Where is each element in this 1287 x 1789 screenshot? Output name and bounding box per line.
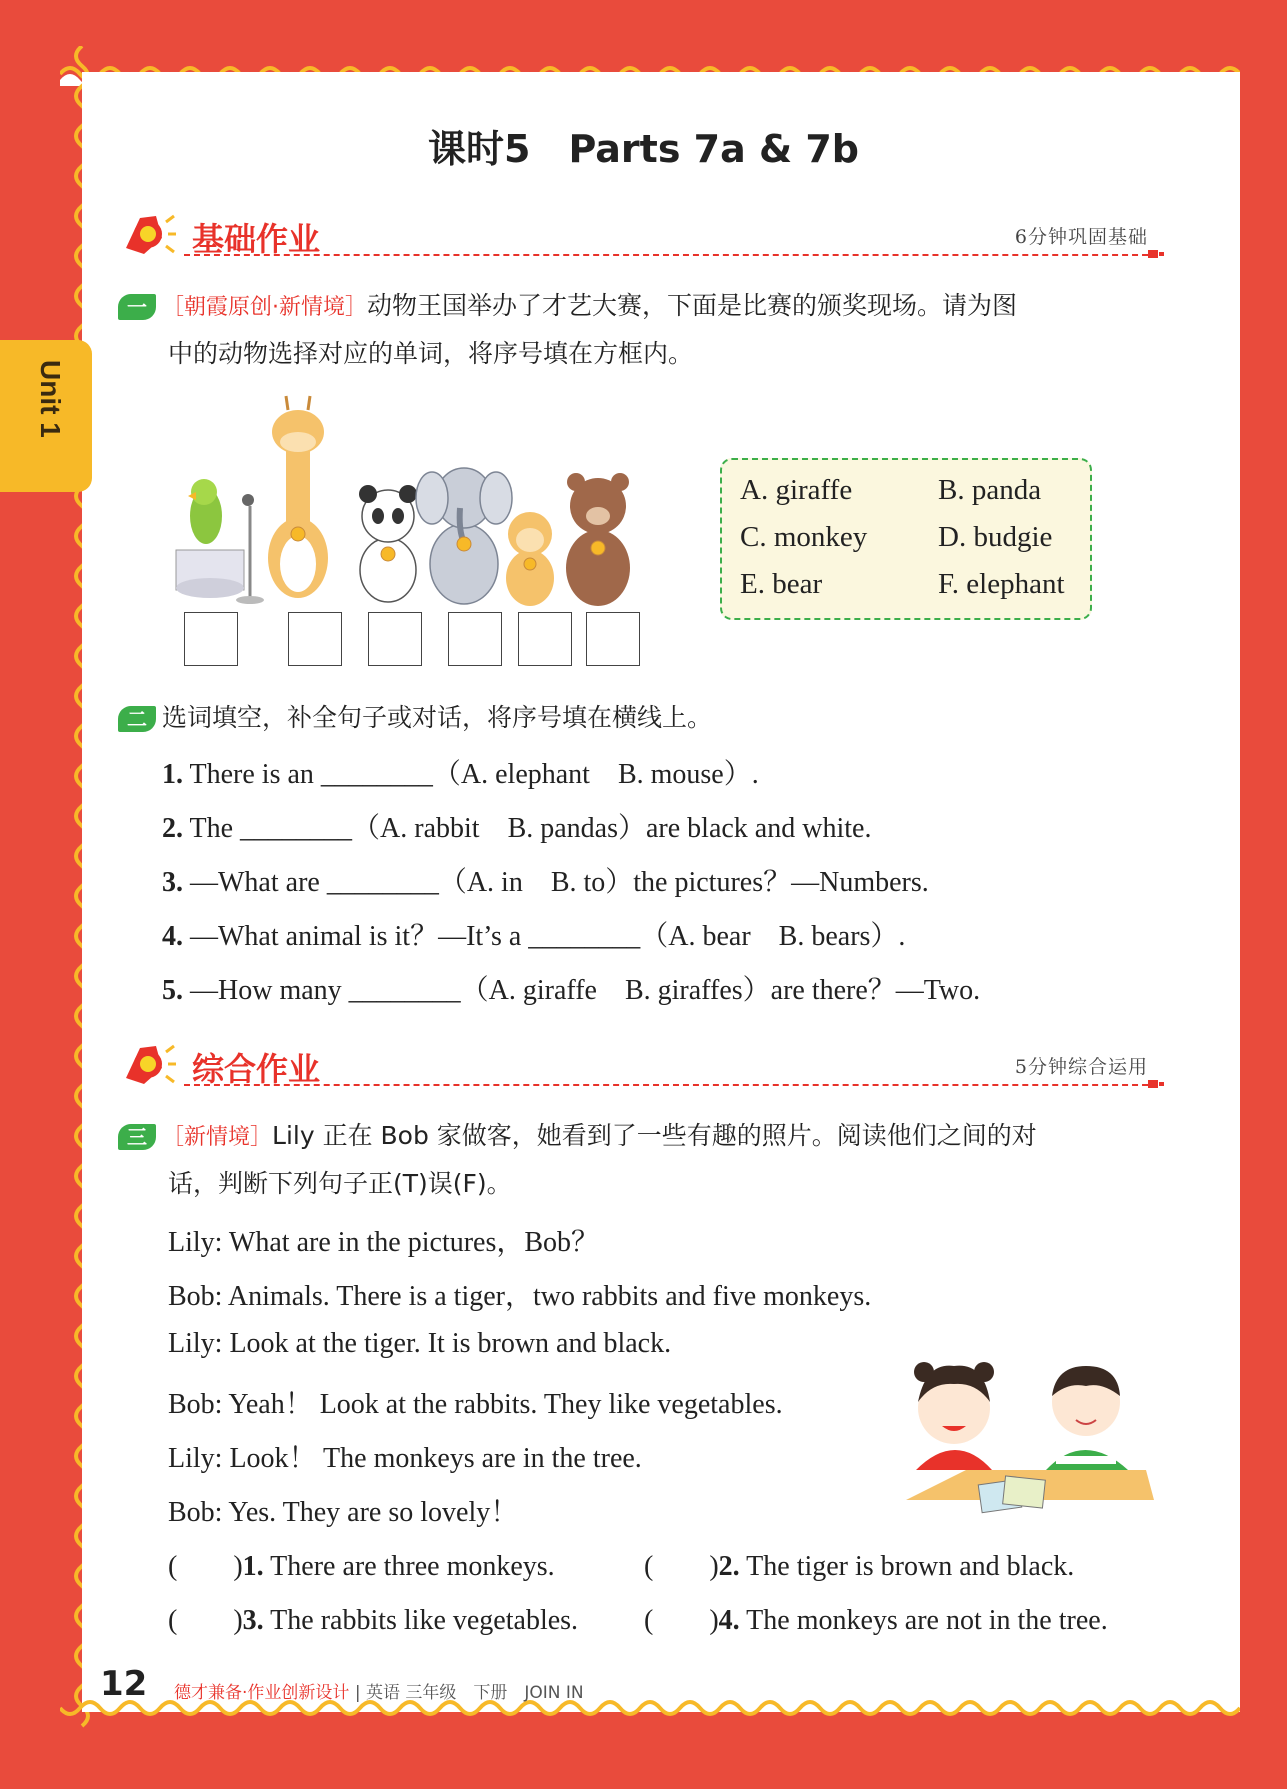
question-3-line2: 话，判断下列句子正(T)误(F)。 xyxy=(168,1169,512,1198)
question-badge: 二 xyxy=(118,706,156,732)
fill-item-5[interactable] xyxy=(162,968,980,1008)
question-source-tag: ［朝霞原创·新情境］ xyxy=(162,295,367,320)
question-2-prompt xyxy=(118,694,712,742)
statement-text: There are three monkeys. xyxy=(270,1551,555,1582)
statement-number: 4. xyxy=(718,1605,740,1636)
unit-tab-label: Unit 1 xyxy=(35,360,66,438)
footer-series-info: 德才兼备·作业创新设计 | 英语 三年级 下册 JOIN IN xyxy=(174,1683,584,1703)
question-3-prompt xyxy=(118,1112,1158,1162)
animal-award-illustration xyxy=(168,388,658,608)
lightbulb-icon xyxy=(118,1038,178,1094)
question-1-prompt xyxy=(118,282,1158,332)
footer-series-name: 德才兼备·作业创新设计 xyxy=(174,1683,350,1703)
item-text: The ________（A. rabbit B. pandas）are black and white. xyxy=(189,813,872,844)
choice-c: C. monkey xyxy=(740,521,868,553)
answer-box-giraffe[interactable] xyxy=(288,612,342,666)
section-basic-label: 基础作业 xyxy=(192,220,321,258)
section-comprehensive-label: 综合作业 xyxy=(192,1050,321,1088)
section-basic-header xyxy=(118,208,1158,268)
dashed-divider xyxy=(184,254,1158,256)
answer-box-budgie[interactable] xyxy=(184,612,238,666)
question-badge: 三 xyxy=(118,1124,156,1150)
choice-f: F. elephant xyxy=(938,568,1065,600)
unit-tab xyxy=(0,340,92,492)
question-badge: 一 xyxy=(118,294,156,320)
item-number: 1. xyxy=(162,759,183,790)
fill-item-1[interactable] xyxy=(162,752,759,792)
dialogue-line-5: Lily: Look！ The monkeys are in the tree. xyxy=(168,1443,642,1474)
tf-statement-2: ( )2. The tiger is brown and black. xyxy=(644,1551,1075,1582)
statement-number: 1. xyxy=(242,1551,264,1582)
section-comprehensive-header xyxy=(118,1038,1158,1098)
dialogue-line-2: Bob: Animals. There is a tiger，two rabbits and five monkeys. xyxy=(168,1281,872,1312)
question-source-tag: ［新情境］ xyxy=(162,1125,273,1150)
question-1-line1: 动物王国举办了才艺大赛，下面是比赛的颁奖现场。请为图 xyxy=(367,291,1018,320)
divider-end-marker xyxy=(1148,1078,1164,1090)
item-number: 4. xyxy=(162,921,183,952)
section-basic-time-hint: 6分钟巩固基础 xyxy=(1014,226,1148,248)
page-border-bottom xyxy=(60,1700,1240,1730)
answer-box-elephant[interactable] xyxy=(448,612,502,666)
statement-text: The tiger is brown and black. xyxy=(746,1551,1075,1582)
page-footer xyxy=(100,1664,584,1704)
statement-number: 3. xyxy=(242,1605,264,1636)
dialogue-line-6: Bob: Yes. They are so lovely！ xyxy=(168,1497,519,1528)
dialogue-line-1: Lily: What are in the pictures，Bob？ xyxy=(168,1227,600,1258)
lesson-title: 课时5 Parts 7a & 7b xyxy=(428,127,859,171)
statement-text: The monkeys are not in the tree. xyxy=(746,1605,1108,1636)
tf-statement-3: ( )3. The rabbits like vegetables. xyxy=(168,1605,579,1636)
footer-grade: 三年级 下册 JOIN IN xyxy=(405,1683,584,1703)
footer-subject: 英语 xyxy=(365,1683,400,1703)
item-text: —How many ________（A. giraffe B. giraffes）are there？—Two. xyxy=(190,975,981,1006)
section-comprehensive-time-hint: 5分钟综合运用 xyxy=(1014,1056,1148,1078)
question-2-instruction: 选词填空，补全句子或对话，将序号填在横线上。 xyxy=(162,703,713,732)
children-looking-at-photos-illustration xyxy=(896,1310,1158,1522)
dialogue-line-3: Lily: Look at the tiger. It is brown and black. xyxy=(168,1328,672,1359)
item-text: —What are ________（A. in B. to）the pictures？—Numbers. xyxy=(190,867,929,898)
item-text: —What animal is it？—It’s a ________（A. bear B. bears）. xyxy=(190,921,906,952)
dialogue-line-4: Bob: Yeah！ Look at the rabbits. They like vegetables. xyxy=(168,1389,783,1420)
question-3-line1: Lily 正在 Bob 家做客，她看到了一些有趣的照片。阅读他们之间的对 xyxy=(272,1121,1037,1150)
fill-item-2[interactable] xyxy=(162,806,871,846)
choice-d: D. budgie xyxy=(938,521,1053,553)
tf-statement-1: ( )1. There are three monkeys. xyxy=(168,1551,555,1582)
page-number: 12 xyxy=(100,1664,148,1704)
statement-text: The rabbits like vegetables. xyxy=(270,1605,579,1636)
question-1-line2: 中的动物选择对应的单词，将序号填在方框内。 xyxy=(168,339,694,368)
item-number: 2. xyxy=(162,813,183,844)
word-choices-box xyxy=(720,458,1092,620)
item-number: 3. xyxy=(162,867,183,898)
item-number: 5. xyxy=(162,975,183,1006)
choice-e: E. bear xyxy=(740,568,823,600)
fill-item-3[interactable] xyxy=(162,860,929,900)
answer-box-bear[interactable] xyxy=(586,612,640,666)
choice-a: A. giraffe xyxy=(740,474,853,506)
answer-box-monkey[interactable] xyxy=(518,612,572,666)
fill-item-4[interactable] xyxy=(162,914,905,954)
tf-statement-4: ( )4. The monkeys are not in the tree. xyxy=(644,1605,1108,1636)
statement-number: 2. xyxy=(718,1551,740,1582)
dashed-divider xyxy=(184,1084,1158,1086)
lightbulb-icon xyxy=(118,208,178,264)
choice-b: B. panda xyxy=(938,474,1042,506)
answer-box-panda[interactable] xyxy=(368,612,422,666)
divider-end-marker xyxy=(1148,248,1164,260)
item-text: There is an ________（A. elephant B. mouse）. xyxy=(189,759,759,790)
